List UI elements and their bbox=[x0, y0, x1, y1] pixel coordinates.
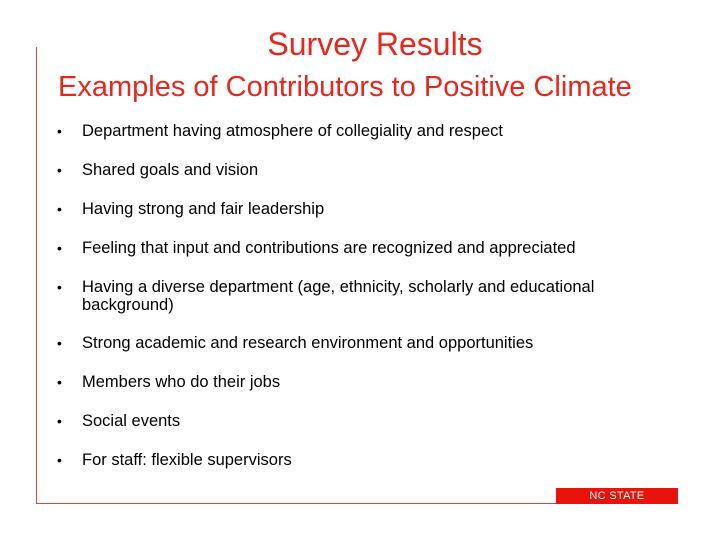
subtitle-text: Examples of Contributors to Positive Climate bbox=[58, 71, 632, 103]
bullet-item bbox=[57, 239, 657, 257]
bullet-icon: • bbox=[57, 123, 62, 139]
bullet-text: For staff: flexible supervisors bbox=[82, 451, 292, 469]
title-text: Survey Results bbox=[267, 26, 483, 62]
bullet-icon: • bbox=[57, 240, 62, 256]
bullet-text: Shared goals and vision bbox=[82, 161, 259, 179]
bullet-item bbox=[57, 451, 657, 469]
bullet-text: Strong academic and research environment and opportunities bbox=[82, 334, 534, 352]
bullet-icon: • bbox=[57, 279, 62, 295]
bullet-icon: • bbox=[57, 413, 62, 429]
nc-state-logo: NC STATE bbox=[556, 488, 678, 504]
bullet-text: Department having atmosphere of collegiality and respect bbox=[82, 122, 503, 140]
bullet-item bbox=[57, 122, 657, 140]
bullet-text: Feeling that input and contributions are recognized and appreciated bbox=[82, 239, 576, 257]
bullet-icon: • bbox=[57, 335, 62, 351]
bullet-icon: • bbox=[57, 374, 62, 390]
bullet-item bbox=[57, 161, 657, 179]
bullet-item bbox=[57, 278, 632, 314]
bullet-item bbox=[57, 373, 657, 391]
bullet-item bbox=[57, 412, 657, 430]
bullet-text: Having strong and fair leadership bbox=[82, 200, 325, 218]
bullet-text: Social events bbox=[82, 412, 181, 430]
bullet-icon: • bbox=[57, 452, 62, 468]
bullet-item bbox=[57, 200, 657, 218]
bullet-text: Members who do their jobs bbox=[82, 373, 281, 391]
bullet-icon: • bbox=[57, 201, 62, 217]
bullet-icon: • bbox=[57, 162, 62, 178]
bullet-text: Having a diverse department (age, ethnicity, scholarly and educational background) bbox=[82, 278, 595, 314]
bullet-item bbox=[57, 334, 657, 352]
